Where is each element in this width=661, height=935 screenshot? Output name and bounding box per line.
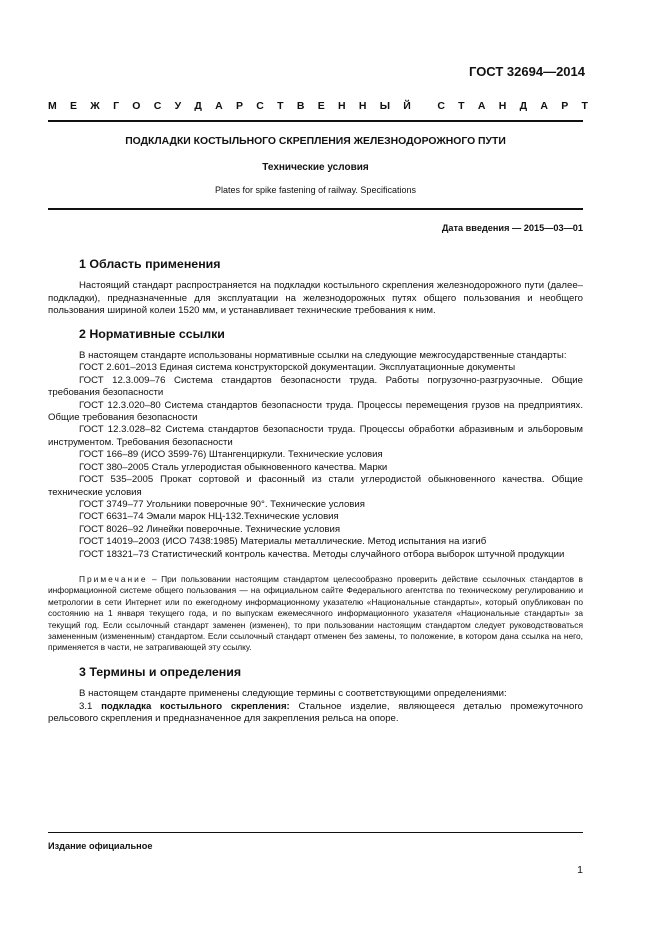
standard-type-letter: В xyxy=(296,100,305,112)
term-name: подкладка костыльного скрепления: xyxy=(101,700,290,712)
term-number: 3.1 xyxy=(79,700,102,712)
official-edition-label: Издание официальное xyxy=(48,841,153,851)
gost-number: ГОСТ 32694—2014 xyxy=(469,64,585,79)
document-subtitle: Технические условия xyxy=(262,162,369,173)
standard-type-letter: А xyxy=(215,100,223,112)
standard-type-letter: Е xyxy=(70,100,78,112)
section-3-intro: В настоящем стандарте применены следующие термины с соответствующими определениями: xyxy=(79,688,507,700)
document-title: ПОДКЛАДКИ КОСТЫЛЬНОГО СКРЕПЛЕНИЯ ЖЕЛЕЗНОДОРОЖНОГО ПУТИ xyxy=(125,136,506,147)
standard-type-letter: Р xyxy=(561,100,569,112)
note-label: Примечание xyxy=(79,573,148,584)
standard-type-letter: С xyxy=(153,100,162,112)
standard-type-letter: А xyxy=(540,100,548,112)
introduction-date: Дата введения — 2015—03—01 xyxy=(441,223,583,233)
standard-type-letter: У xyxy=(174,100,182,112)
standard-type-letter: С xyxy=(437,100,445,112)
standard-type-letter: Д xyxy=(519,100,528,112)
standard-type-letter: Ж xyxy=(90,100,100,112)
reference-item: ГОСТ 12.3.028–82 Система стандартов безопасности труда. Процессы обработки абразивным и эльборовым инструментом. Требования безопасности xyxy=(48,424,583,448)
reference-item: ГОСТ 3749–77 Угольники поверочные 90°. Технические условия xyxy=(79,498,365,510)
reference-item: ГОСТ 18321–73 Статистический контроль качества. Методы случайного отбора выборок штучной продукции xyxy=(79,548,565,560)
standard-type-letter: А xyxy=(477,100,486,112)
reference-item: ГОСТ 14019–2003 (ИСО 7438:1985) Материалы металлические. Метод испытания на изгиб xyxy=(79,536,487,548)
standard-type-letter: Т xyxy=(458,100,465,112)
standard-type-letter: Т xyxy=(581,100,588,112)
section-1-text: Настоящий стандарт распространяется на подкладки костыльного скрепления железнодорожного пути (далее–подкладки), предназначенные для эксплуатации на железнодорожных путях общего пользования и необщего пользования шириной колеи 1520 мм, и устанавливает технические требования к ним. xyxy=(48,280,583,317)
reference-note xyxy=(48,574,583,654)
standard-type-letter: Д xyxy=(194,100,202,112)
reference-item: ГОСТ 535–2005 Прокат сортовой и фасонный из стали углеродистой обыкновенного качества. Общие технические условия xyxy=(48,474,583,498)
standard-type-heading xyxy=(48,100,588,112)
note-text: – При пользовании настоящим стандартом целесообразно проверить действие ссылочных стандартов в информационной системе общего пользования — на официальном сайте Федерального агентства по техническому регулированию и метрологии в сети Интернет или по ежегодному информационному указателю «Национальные стандарты», который опубликован по состоянию на 1 января текущего года, и по выпускам ежемесячного информационного указателя «Национальные стандарты» за текущий год. Если ссылочный стандарт заменен (изменен), то при пользовании настоящим стандартом следует руководствоваться замененным (измененным) стандартом. Если ссылочный стандарт отменен без замены, то положение, в котором дана ссылка на него, применяется в части, не затрагивающей эту ссылку. xyxy=(48,573,583,653)
header-rule-top xyxy=(48,120,583,122)
page-number: 1 xyxy=(577,864,583,876)
standard-type-letter: Й xyxy=(403,100,411,112)
standard-type-letter: С xyxy=(256,100,264,112)
english-title: Plates for spike fastening of railway. Specifications xyxy=(215,185,416,195)
footer-rule xyxy=(48,832,583,833)
standard-type-letter: Р xyxy=(236,100,244,112)
reference-item: ГОСТ 12.3.009–76 Система стандартов безопасности труда. Работы погрузочно-разгрузочные. Общие требования безопасности xyxy=(48,374,583,399)
standard-type-letter: Н xyxy=(337,100,346,112)
reference-item: ГОСТ 6631–74 Эмали марок НЦ-132.Технические условия xyxy=(79,511,339,523)
standard-type-letter: Г xyxy=(113,100,120,112)
term-text: Стальное изделие, являющееся деталью промежуточного рельсового скрепления и предназначенное для закрепления рельса на опоре. xyxy=(48,700,583,724)
reference-item: ГОСТ 8026–92 Линейки поверочные. Технические условия xyxy=(79,523,341,535)
section-3-heading: 3 Термины и определения xyxy=(79,664,242,679)
reference-item: ГОСТ 380–2005 Сталь углеродистая обыкновенного качества. Марки xyxy=(79,461,388,473)
section-1-heading: 1 Область применения xyxy=(79,257,221,271)
section-2-heading: 2 Нормативные ссылки xyxy=(79,326,225,341)
reference-item: ГОСТ 166–89 (ИСО 3599-76) Штангенциркули. Технические условия xyxy=(79,449,383,461)
header-rule-bottom xyxy=(48,208,583,210)
standard-type-letter: Н xyxy=(358,100,367,112)
standard-type-letter: Ы xyxy=(379,100,390,112)
reference-item: ГОСТ 2.601–2013 Единая система конструкторской документации. Эксплуатационные документы xyxy=(79,362,516,374)
term-definition xyxy=(48,701,583,726)
standard-type-letter: О xyxy=(132,100,141,112)
reference-item: ГОСТ 12.3.020–80 Система стандартов безопасности труда. Процессы перемещения грузов на предприятиях. Общие требования безопасности xyxy=(48,399,583,424)
section-2-intro: В настоящем стандарте использованы нормативные ссылки на следующие межгосударственные стандарты: xyxy=(79,350,567,362)
standard-type-letter: Е xyxy=(317,100,325,112)
standard-type-letter: Н xyxy=(498,100,507,112)
standard-type-letter: М xyxy=(48,100,57,112)
main-content xyxy=(48,252,583,725)
standard-type-letter: Т xyxy=(277,100,284,112)
reference-list xyxy=(48,362,583,561)
